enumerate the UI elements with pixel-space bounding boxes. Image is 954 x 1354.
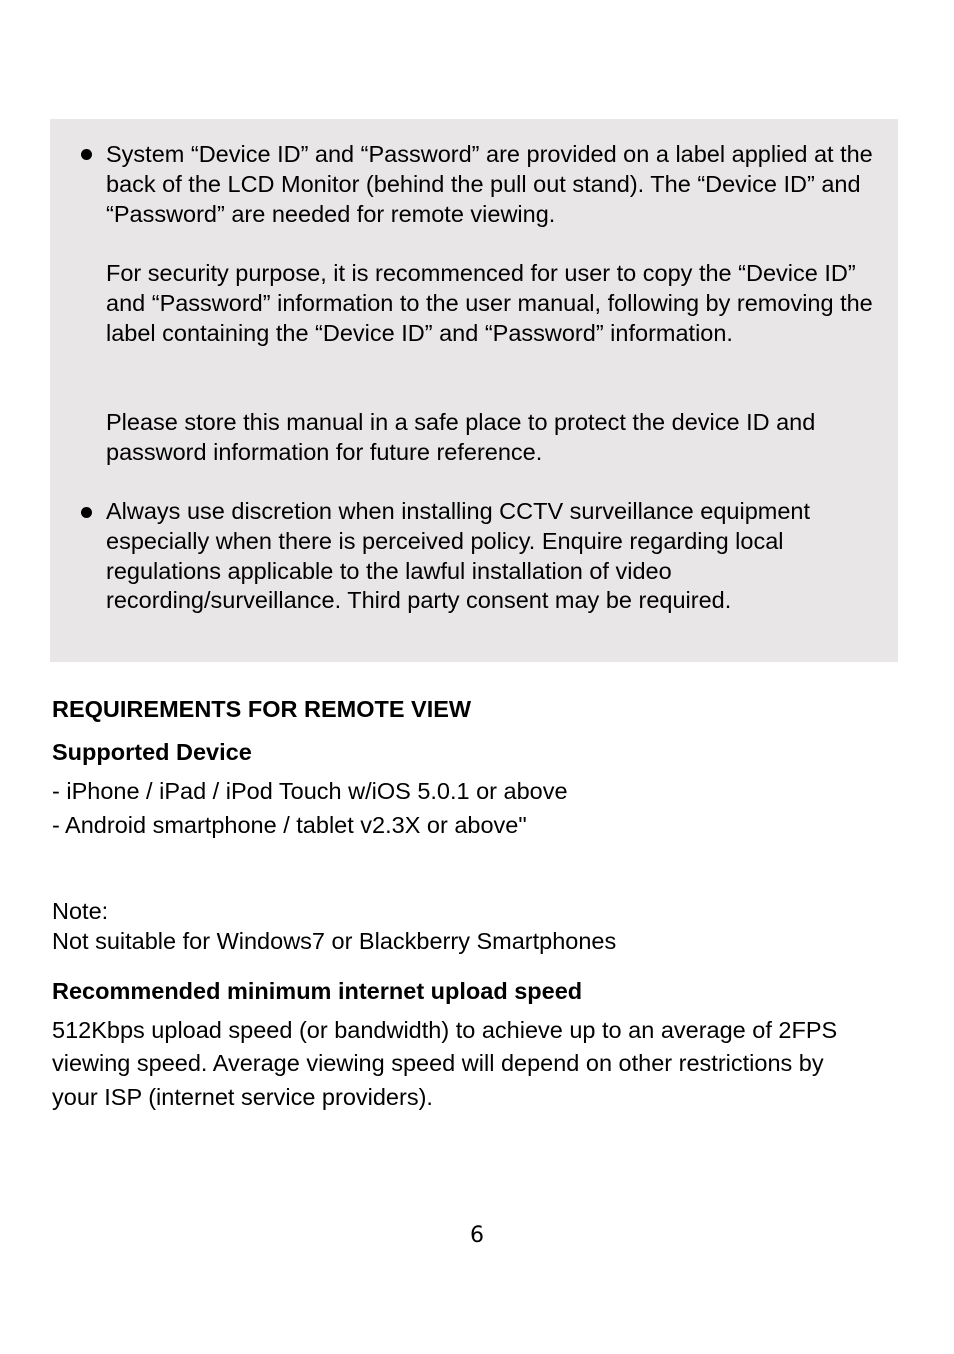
security-paragraph: For security purpose, it is recommenced for user to copy the “Device ID” and “Password” information to the user manual, following by removing the label containing the “Device ID” and “Password” information. (106, 260, 873, 346)
note-text: Not suitable for Windows7 or Blackberry Smartphones (52, 928, 617, 954)
device-android: - Android smartphone / tablet v2.3X or above" (52, 812, 527, 838)
discretion-paragraph: Always use discretion when installing CCTV surveillance equipment especially when there is perceived policy. Enquire regarding local regulations applicable to the lawful installation of video recording/surveillance. Third party consent may be required. (106, 498, 811, 614)
device-id-paragraph: System “Device ID” and “Password” are provided on a label applied at the back of the LCD Monitor (behind the pull out stand). The “Device ID” and “Password” are needed for remote viewing. (106, 141, 873, 227)
page-number: 6 (470, 1223, 484, 1248)
upload-speed-text: 512Kbps upload speed (or bandwidth) to achieve up to an average of 2FPS viewing speed. Average viewing speed will depend on other restrictions by your ISP (internet service providers). (52, 1017, 838, 1110)
note-label: Note: (52, 898, 109, 924)
device-ios: - iPhone / iPad / iPod Touch w/iOS 5.0.1 or above (52, 778, 568, 804)
bullet-icon (81, 507, 92, 518)
upload-speed-heading: Recommended minimum internet upload speed (52, 978, 583, 1004)
requirements-title: REQUIREMENTS FOR REMOTE VIEW (52, 696, 472, 722)
store-manual-paragraph: Please store this manual in a safe place to protect the device ID and password information for future reference. (106, 409, 816, 465)
bullet-icon (81, 149, 92, 160)
supported-device-heading: Supported Device (52, 739, 252, 765)
